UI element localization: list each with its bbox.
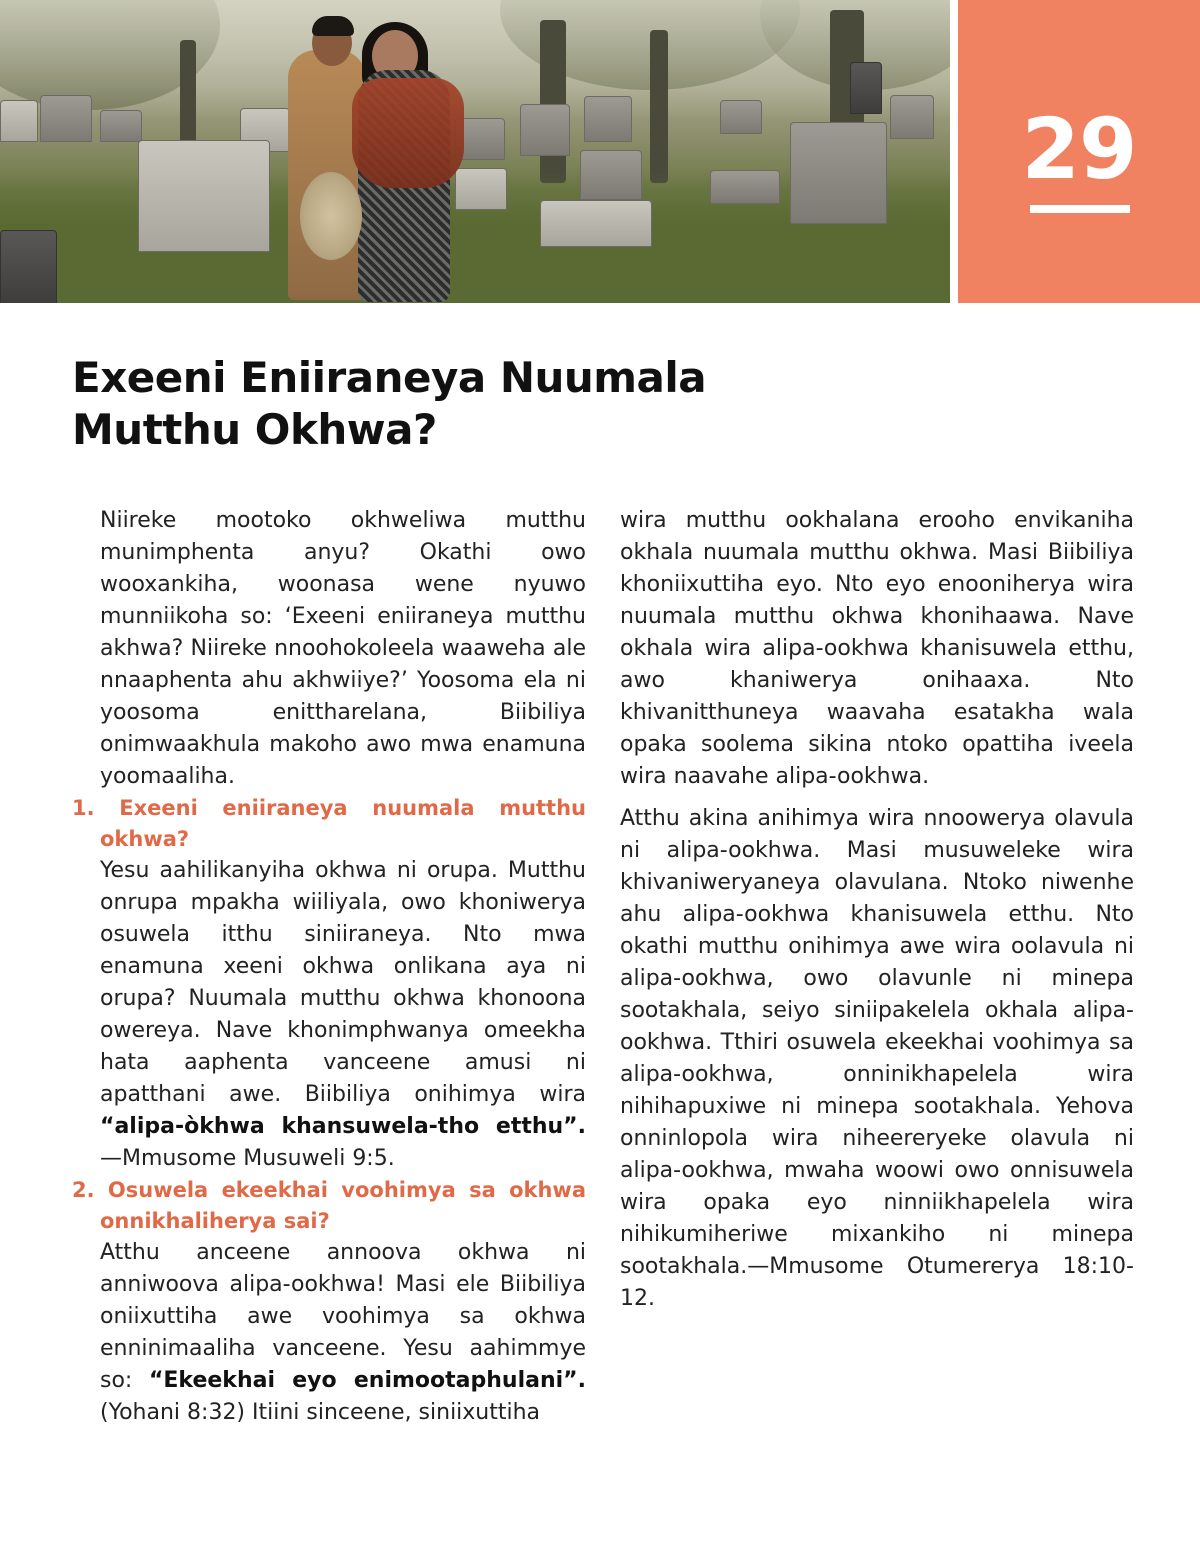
q1-scripture-ref: —Mmusome Musuweli 9:5. [100, 1146, 395, 1171]
gravestone [720, 100, 762, 134]
header-photo-cemetery-couple [0, 0, 950, 303]
tree-trunk [650, 30, 668, 183]
chapter-tab [958, 0, 1200, 303]
gravestone [455, 168, 507, 210]
question-2-heading: 2. Osuwela ekeekhai voohimya sa okhwa onnikhaliherya sai? [72, 1178, 586, 1233]
gravestone [0, 100, 38, 142]
red-shawl [352, 78, 464, 188]
chapter-underline [1030, 205, 1130, 213]
gravestone [850, 62, 882, 114]
intro-paragraph: Niireke mootoko okhweliwa mutthu munimphenta anyu? Okathi owo wooxankiha, woonasa wene nyuwo munniikoha so: ‘Exeeni eniiraneya mutthu akhwa? Niireke nnoohokoleela waaweha ale nnaaphenta ahu akhwiiye?’ Yoosoma ela ni yoosoma enittharelana, Biibiliya onimwaakhula makoho awo mwa enamuna yoomaaliha. [100, 508, 586, 789]
q2-text-continued: (Yohani 8:32) Itiini sinceene, siniixuttiha [100, 1400, 541, 1425]
gravestone-mesco [710, 170, 780, 204]
gravestone [580, 150, 642, 200]
right-column [620, 505, 1134, 1315]
page-title-line-1: Exeeni Eniiraneya Nuumala [72, 353, 707, 402]
question-2-paragraph [72, 1237, 586, 1429]
right-paragraph-2: Atthu akina anihimya wira nnoowerya olavula ni alipa-ookhwa. Masi musuweleke wira khivaniweryaneya olavulana. Ntoko niwenhe ahu alipa-ookhwa khanisuwela etthu. Nto okathi mutthu onihimya awe wira oolavula ni alipa-ookhwa, owo olavunle ni minepa sootakhala, seiyo siniipakelela okhala alipa-ookhwa. Tthiri osuwela ekeekhai voohimya sa alipa-ookhwa, onninikhapelela wira nihihapuxiwe ni minepa sootakhala. Yehova onninlopola wira niheereryeke olavula ni alipa-ookhwa, mwaha woowi owo onnisuwela wira opaka eyo ninniikhapelela wira nihikumiheriwe mixankiho ni minepa sootakhala.—Mmusome Otumererya 18:10-12. [620, 806, 1134, 1311]
q2-text: Atthu anceene annoova okhwa ni anniwoova alipa-ookhwa! Masi ele Biibiliya oniixuttiha awe voohimya sa okhwa enninimaaliha vanceene. Yesu aahimmye so: [100, 1240, 586, 1393]
page-title [72, 352, 892, 456]
q1-text: Yesu aahilikanyiha okhwa ni orupa. Mutthu onrupa mpakha wiiliyala, owo khoniwerya osuwela itthu siniiraneya. Nto mwa enamuna xeeni okhwa onlikana aya ni orupa? Nuumala mutthu okhwa khonoona owereya. Nave khonimphwanya omeekha hata aaphenta vanceene amusi ni apatthani awe. Biibiliya onihimya wira [100, 858, 586, 1107]
gravestone-goode [138, 140, 270, 252]
fedora-hat [300, 172, 362, 260]
question-1-paragraph [72, 855, 586, 1175]
gravestone-dunn [540, 200, 652, 247]
page-title-line-2: Mutthu Okhwa? [72, 405, 437, 454]
q1-scripture-quote: “alipa-òkhwa khansuwela-tho etthu”. [100, 1114, 586, 1139]
q2-scripture-quote: “Ekeekhai eyo enimootaphulani”. [148, 1368, 586, 1393]
right-paragraph-1: wira mutthu ookhalana erooho envikaniha okhala nuumala mutthu okhwa. Masi Biibiliya khoniixuttiha eyo. Nto eyo enooniherya wira nuumala mutthu okhwa khonihaawa. Nave okhala wira alipa-ookhwa khanisuwela etthu, awo khaniwerya onihaaxa. Nto khivanitthuneya waavaha esatakha wala opaka soolema sikina ntoko opattiha iveela wira naavahe alipa-ookhwa. [620, 508, 1134, 789]
gravestone [0, 230, 57, 303]
tree-trunk [540, 20, 566, 183]
chapter-number: 29 [1021, 100, 1137, 198]
gravestone [890, 95, 934, 139]
gravestone [584, 96, 632, 142]
gravestone [520, 104, 570, 156]
left-column [72, 505, 586, 1429]
man-hair [312, 16, 354, 36]
gravestone [100, 110, 142, 142]
fog-overlay [0, 0, 950, 120]
question-1-heading: 1. Exeeni eniiraneya nuumala mutthu okhwa? [72, 796, 586, 851]
gravestone-sanders [790, 122, 887, 224]
gravestone [40, 95, 92, 142]
